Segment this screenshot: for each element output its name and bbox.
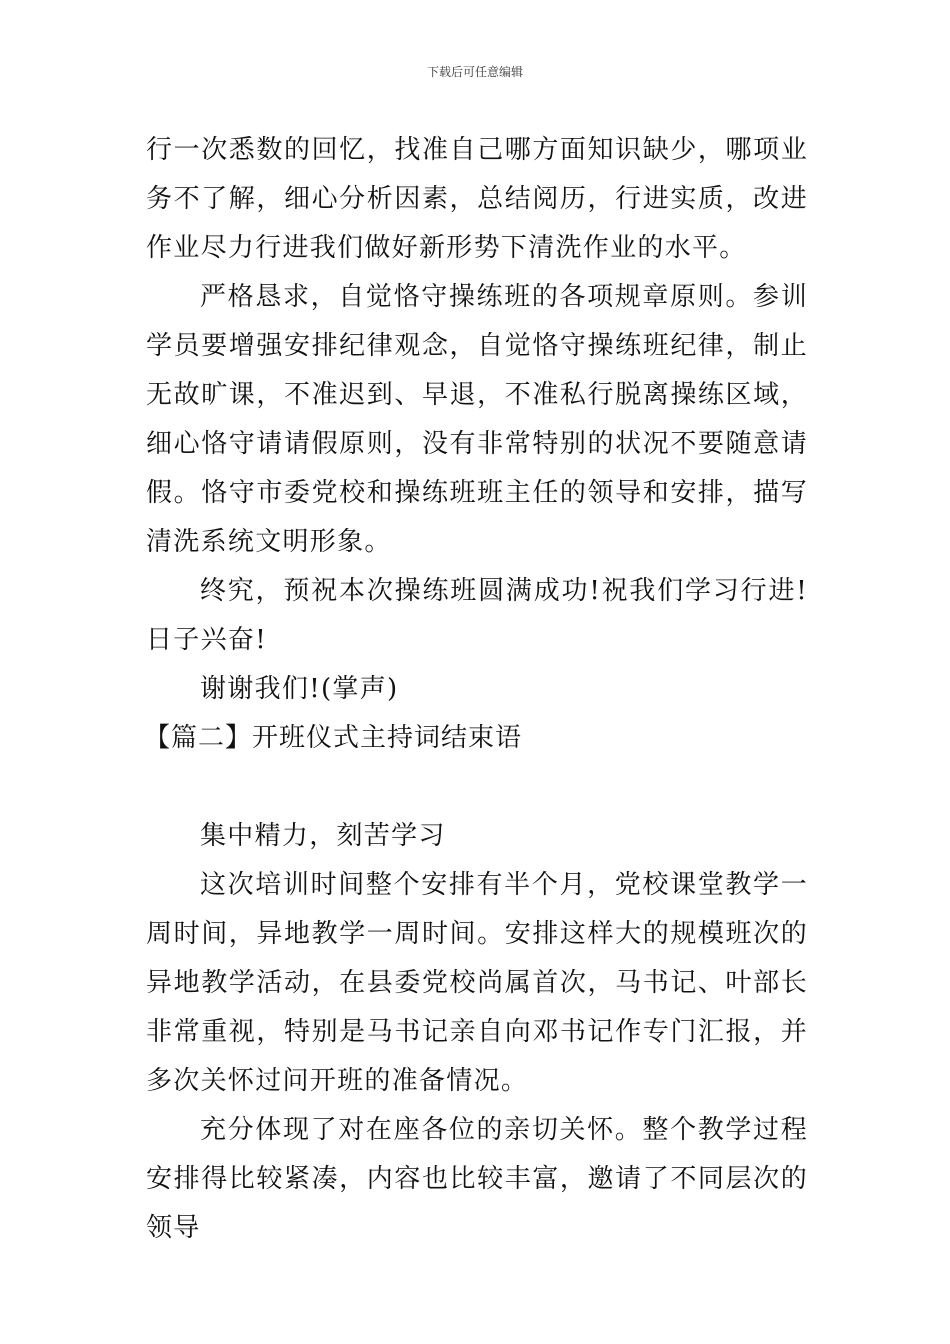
page-header: 下载后可任意编辑 [426, 65, 523, 79]
paragraph-1: 行一次悉数的回忆，找准自己哪方面知识缺少，哪项业务不了解，细心分析因素，总结阅历，行进实质，改进作业尽力行进我们做好新形势下清洗作业的水平。 [146, 135, 808, 263]
paragraph-5: 集中精力，刻苦学习 [200, 821, 446, 851]
paragraph-3: 终究，预祝本次操练班圆满成功!祝我们学习行进!日子兴奋! [146, 576, 808, 655]
section-title: 【篇二】开班仪式主持词结束语 [144, 723, 523, 753]
paragraph-4: 谢谢我们!(掌声) [200, 674, 399, 704]
paragraph-6: 这次培训时间整个安排有半个月，党校课堂教学一周时间，异地教学一周时间。安排这样大的规模班次的异地教学活动，在县委党校尚属首次，马书记、叶部长非常重视，特别是马书记亲自向邓书记作专门汇报，并多次关怀过问开班的准备情况。 [146, 870, 808, 1096]
paragraph-7: 充分体现了对在座各位的亲切关怀。整个教学过程安排得比较紧凑，内容也比较丰富，邀请了不同层次的领导 [146, 1115, 808, 1243]
paragraph-2: 严格恳求，自觉恪守操练班的各项规章原则。参训学员要增强安排纪律观念，自觉恪守操练班纪律，制止无故旷课，不准迟到、早退，不准私行脱离操练区域，细心恪守请请假原则，没有非常特别的状况不要随意请假。恪守市委党校和操练班班主任的领导和安排，描写清洗系统文明形象。 [146, 282, 808, 557]
document-body [146, 126, 808, 1253]
blank-line [146, 763, 808, 812]
